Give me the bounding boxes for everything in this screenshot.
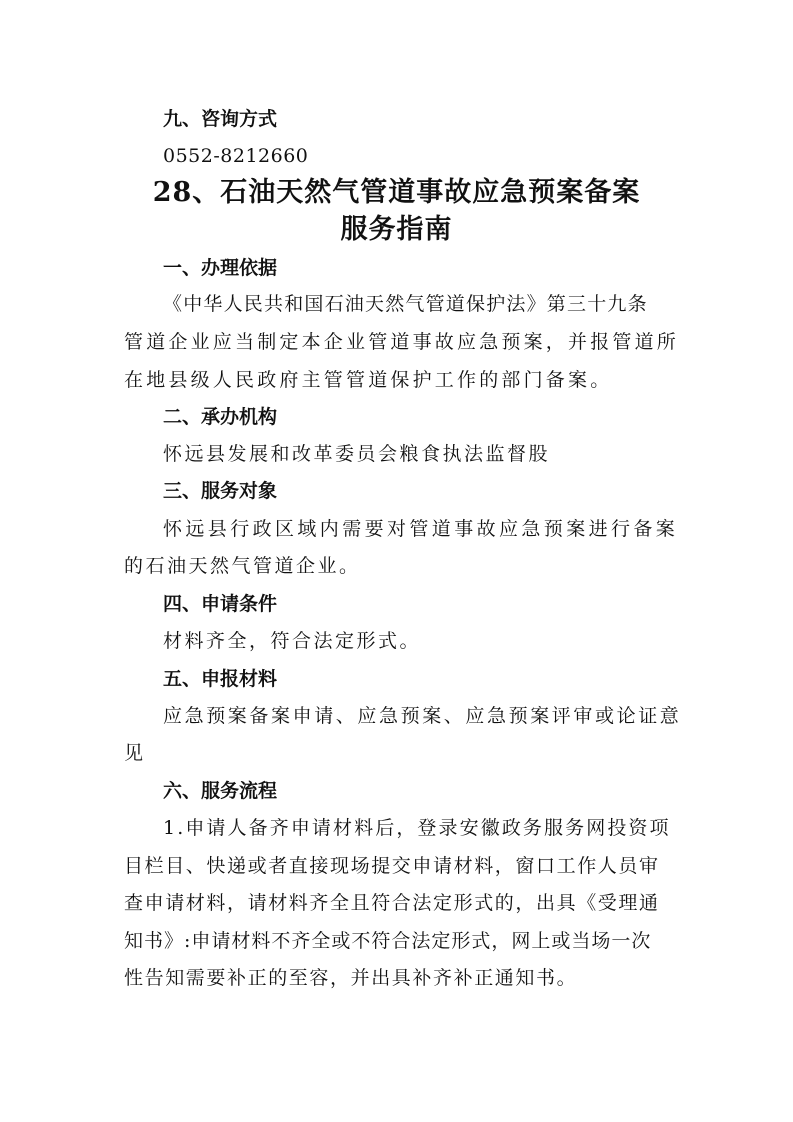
- process-line-5: 性告知需要补正的至容，并出具补齐补正通知书。: [124, 967, 578, 989]
- agency-line-1: 怀远县发展和改革委员会粮食执法监督股: [163, 443, 551, 465]
- section-heading-basis: 一、办理依据: [163, 257, 278, 279]
- process-line-1: 1.申请人备齐申请材料后，登录安徽政务服务网投资项: [163, 817, 671, 839]
- process-line-2: 目栏目、快递或者直接现场提交申请材料，窗口工作人员审: [124, 855, 660, 877]
- section-heading-process: 六、服务流程: [163, 780, 278, 802]
- target-line-2: 的石油天然气管道企业。: [124, 555, 361, 577]
- section-heading-agency: 二、承办机构: [163, 406, 278, 428]
- document-title-line1: 28、石油天然气管道事故应急预案备案: [152, 177, 641, 208]
- basis-line-1: 《中华人民共和国石油天然气管道保护法》第三十九条: [163, 293, 648, 315]
- conditions-line-1: 材料齐全，符合法定形式。: [163, 630, 422, 652]
- materials-line-1: 应急预案备案申请、应急预案、应急预案评审或论证意: [163, 705, 682, 727]
- section-heading-target: 三、服务对象: [163, 480, 278, 502]
- process-line-4: 知书》:申请材料不齐全或不符合法定形式，网上或当场一次: [124, 930, 652, 952]
- basis-line-2: 管道企业应当制定本企业管道事故应急预案，并报管道所: [124, 331, 680, 353]
- section-heading-materials: 五、申报材料: [163, 668, 278, 690]
- basis-line-3: 在地县级人民政府主管管道保护工作的部门备案。: [124, 369, 613, 391]
- materials-line-2: 见: [124, 742, 146, 764]
- target-line-1: 怀远县行政区域内需要对管道事故应急预案进行备案: [163, 518, 679, 540]
- process-line-3: 查申请材料，请材料齐全且符合法定形式的，出具《受理通: [124, 892, 660, 914]
- consult-phone: 0552-8212660: [163, 145, 309, 167]
- document-title-line2: 服务指南: [340, 214, 453, 245]
- consult-heading: 九、咨询方式: [163, 108, 278, 130]
- section-heading-conditions: 四、申请条件: [163, 593, 278, 615]
